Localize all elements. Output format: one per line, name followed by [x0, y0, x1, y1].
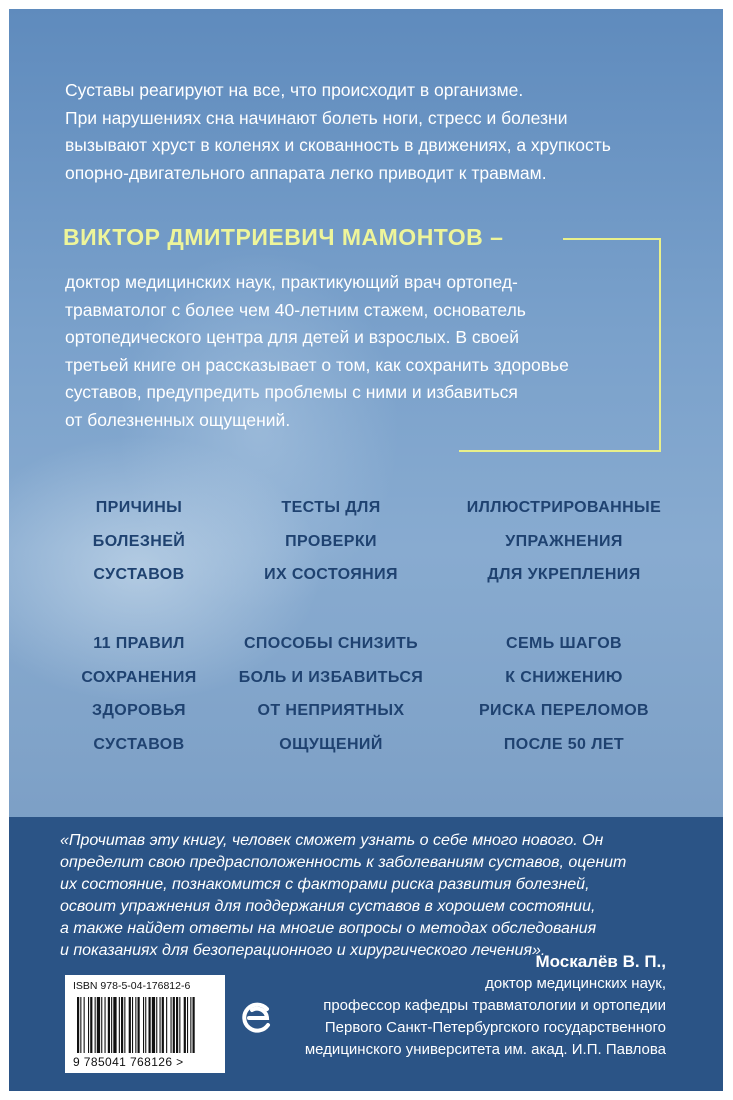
barcode-bar — [184, 997, 186, 1053]
barcode-bar — [119, 997, 120, 1053]
barcode-bar — [95, 997, 96, 1053]
reviewer-title-line: профессор кафедры травматологии и ортопедии — [323, 997, 666, 1014]
barcode-bar — [97, 997, 100, 1053]
barcode-bar — [90, 997, 92, 1053]
barcode-bar — [132, 997, 133, 1053]
reviewer-signature — [305, 951, 666, 1061]
barcode-bar — [101, 997, 102, 1053]
barcode-bar — [160, 997, 161, 1053]
feature-pain-relief: СПОСОБЫ СНИЗИТЬ БОЛЬ И ИЗБАВИТЬСЯ ОТ НЕПРИЯТНЫХ ОЩУЩЕНИЙ — [238, 635, 424, 753]
barcode-bar — [113, 997, 116, 1053]
frame-line-bottom — [459, 450, 661, 452]
feature-exercises: ИЛЛЮСТРИРОВАННЫЕ УПРАЖНЕНИЯ ДЛЯ УКРЕПЛЕНИЯ — [466, 499, 662, 583]
reviewer-title-line: медицинского университета им. акад. И.П. Павлова — [304, 1041, 666, 1058]
reviewer-title-line: Первого Санкт-Петербургского государственного — [324, 1019, 666, 1036]
barcode-bar — [124, 997, 125, 1053]
barcode-bar — [156, 997, 157, 1053]
barcode-bar — [173, 997, 175, 1053]
ean-digits: 9 785041 768126 > — [73, 1055, 184, 1069]
barcode-bar — [162, 997, 164, 1053]
feature-fracture-risk: СЕМЬ ШАГОВ К СНИЖЕНИЮ РИСКА ПЕРЕЛОМОВ ПОСЛЕ 50 ЛЕТ — [478, 635, 649, 753]
frame-line-right — [659, 238, 661, 452]
barcode-bar — [145, 997, 146, 1053]
barcode-bar — [80, 997, 81, 1053]
feature-tests: ТЕСТЫ ДЛЯ ПРОВЕРКИ ИХ СОСТОЯНИЯ — [264, 499, 398, 583]
barcode-bar — [193, 997, 195, 1053]
barcode-bar — [88, 997, 89, 1053]
barcode-bar — [176, 997, 178, 1053]
feature-rules: 11 ПРАВИЛ СОХРАНЕНИЯ ЗДОРОВЬЯ СУСТАВОВ — [81, 635, 197, 753]
barcode-bar — [179, 997, 180, 1053]
isbn-barcode — [65, 975, 225, 1073]
barcode-bar — [129, 997, 131, 1053]
barcode-bar — [149, 997, 151, 1053]
barcode-bar — [138, 997, 140, 1053]
review-quote: «Прочитав эту книгу, человек сможет узнать о себе много нового. Он определит свою предрасположенность к заболеваниям суставов, оценит их состояние, познакомится с факторами риска развития болезней, освоит упражнения для поддержания суставов в хорошем состоянии, а также найдет ответы на многие вопросы о методах обследования и показаниях для безоперационного и хирургического лечения». — [60, 832, 627, 959]
barcode-bar — [111, 997, 112, 1053]
author-bio: доктор медицинских наук, практикующий врач ортопед- травматолог с более чем 40-летним стажем, основатель ортопедического центра для детей и взрослых. В своей третьей книге он рассказывает о том, как сохранить здоровье суставов, предупредить проблемы с ними и избавиться от болезненных ощущений. — [65, 272, 569, 430]
book-back-cover — [9, 9, 723, 1091]
barcode-bar — [108, 997, 110, 1053]
author-name: ВИКТОР ДМИТРИЕВИЧ МАМОНТОВ – — [63, 224, 504, 250]
barcode-bar — [187, 997, 188, 1053]
feature-causes: ПРИЧИНЫ БОЛЕЗНЕЙ СУСТАВОВ — [92, 499, 186, 583]
barcode-bar — [135, 997, 136, 1053]
barcode-bar — [105, 997, 106, 1053]
intro-paragraph: Суставы реагируют на все, что происходит в организме. При нарушениях сна начинают болеть ноги, стресс и болезни вызывают хруст в коленях и скованность в движениях, а хрупкость опорно-двигательного аппарата легко приводит к травмам. — [65, 80, 611, 183]
reviewer-name: Москалёв В. П., — [535, 952, 666, 971]
barcode-bar — [121, 997, 123, 1053]
eksmo-logo-icon — [240, 1001, 272, 1035]
barcode-bar — [143, 997, 144, 1053]
barcode-bar — [77, 997, 79, 1053]
isbn-number: ISBN 978-5-04-176812-6 — [73, 980, 191, 992]
barcode-bars — [77, 997, 213, 1053]
barcode-bar — [152, 997, 155, 1053]
barcode-bar — [84, 997, 85, 1053]
review-panel — [9, 817, 723, 1091]
frame-line-top — [563, 238, 661, 240]
reviewer-title-line: доктор медицинских наук, — [485, 975, 666, 992]
barcode-bar — [171, 997, 172, 1053]
barcode-bar — [190, 997, 191, 1053]
barcode-bar — [166, 997, 167, 1053]
